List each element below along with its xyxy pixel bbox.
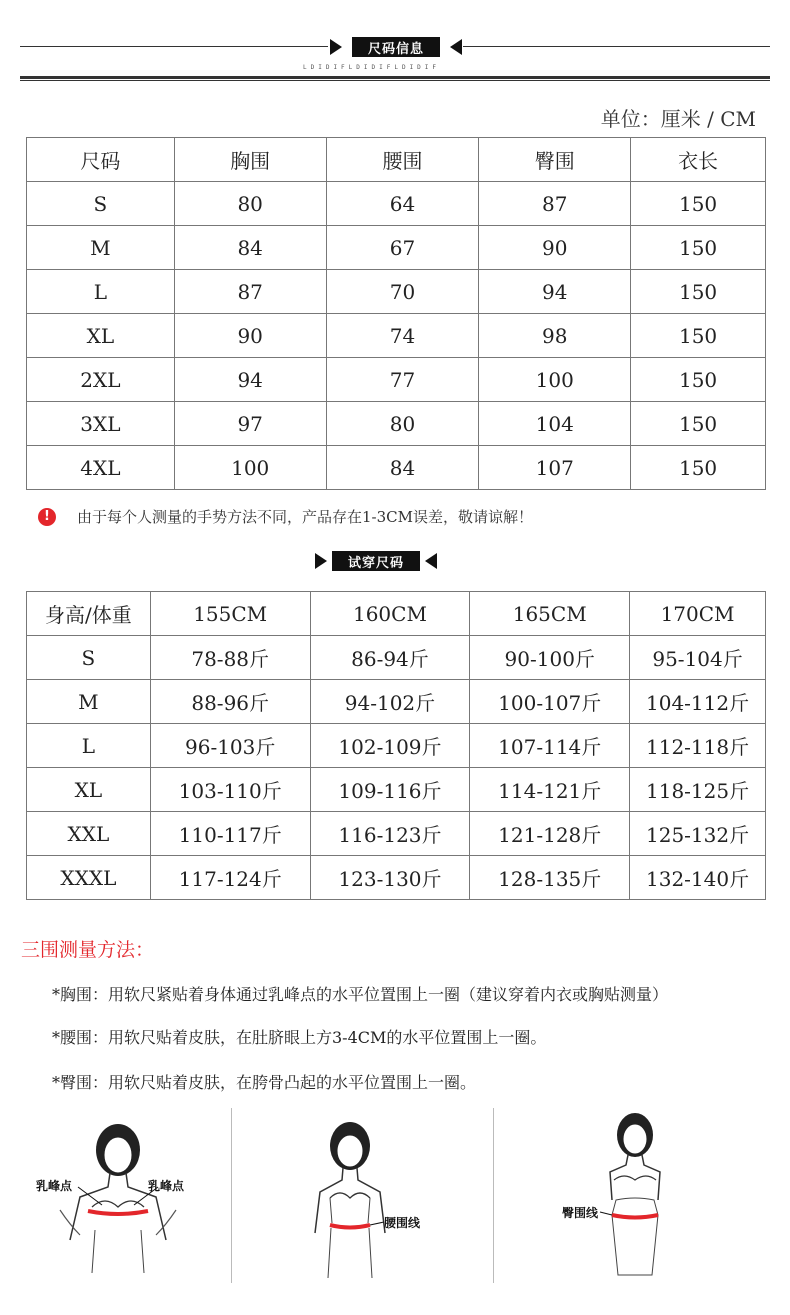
size-table [26,137,766,490]
table-cell: 94-102斤 [310,680,470,724]
table-cell: M [27,226,175,270]
table-header-row [27,138,766,182]
table-cell: 84 [174,226,326,270]
table-cell: 128-135斤 [470,856,630,900]
table-cell: XL [27,768,151,812]
table-cell: 112-118斤 [630,724,766,768]
waist-figure [300,1118,480,1283]
table-cell: 116-123斤 [310,812,470,856]
table-cell: 78-88斤 [150,636,310,680]
table-row [27,270,766,314]
table-cell: 2XL [27,358,175,402]
table-row [27,314,766,358]
table-cell: 109-116斤 [310,768,470,812]
table-cell: L [27,724,151,768]
table-row [27,768,766,812]
table-cell: 114-121斤 [470,768,630,812]
table-cell: S [27,636,151,680]
table-cell: 118-125斤 [630,768,766,812]
table-cell: 87 [479,182,631,226]
table-header-cell: 身高/体重 [27,592,151,636]
fit-size-title: 试穿尺码 [332,551,420,571]
table-row [27,724,766,768]
table-cell: 117-124斤 [150,856,310,900]
table-cell: XXL [27,812,151,856]
table-cell: 100 [174,446,326,490]
table-header-cell: 155CM [150,592,310,636]
table-cell: 87 [174,270,326,314]
table-cell: 67 [326,226,479,270]
waist-illustration [300,1118,480,1283]
table-cell: 3XL [27,402,175,446]
size-info-title: 尺码信息 [352,37,440,57]
waist-line-label: 腰围线 [384,1216,421,1230]
decorative-letters: LDIDIFLDIDIFLDIDIF [303,64,441,71]
measure-line-waist: *腰围：用软尺贴着皮肤，在肚脐眼上方3-4CM的水平位置围上一圈。 [52,1028,547,1047]
table-header-cell: 尺码 [27,138,175,182]
table-cell: 64 [326,182,479,226]
table-cell: 94 [174,358,326,402]
figure-divider [231,1108,232,1283]
hip-line-label: 臀围线 [562,1206,599,1220]
table-cell: L [27,270,175,314]
warning-icon: ! [38,508,56,526]
table-row [27,226,766,270]
chevron-right-icon [330,39,342,55]
table-header-cell: 衣长 [631,138,766,182]
table-cell: 150 [631,402,766,446]
table-header-cell: 臀围 [479,138,631,182]
table-cell: S [27,182,175,226]
table-cell: 104 [479,402,631,446]
table-cell: 90 [479,226,631,270]
table-cell: 110-117斤 [150,812,310,856]
table-cell: 98 [479,314,631,358]
table-cell: 86-94斤 [310,636,470,680]
bust-point-left-label: 乳峰点 [36,1179,73,1193]
table-cell: M [27,680,151,724]
table-cell: 70 [326,270,479,314]
table-cell: 74 [326,314,479,358]
hip-illustration [560,1110,760,1285]
table-cell: 4XL [27,446,175,490]
table-header-cell: 165CM [470,592,630,636]
table-cell: 96-103斤 [150,724,310,768]
table-cell: 95-104斤 [630,636,766,680]
table-cell: 90-100斤 [470,636,630,680]
table-cell: 80 [174,182,326,226]
table-row [27,680,766,724]
table-header-cell: 胸围 [174,138,326,182]
table-cell: 150 [631,314,766,358]
table-row [27,402,766,446]
table-header-cell: 170CM [630,592,766,636]
measure-line-hip: *臀围：用软尺贴着皮肤，在胯骨凸起的水平位置围上一圈。 [52,1073,477,1092]
table-cell: 150 [631,182,766,226]
table-cell: 90 [174,314,326,358]
table-row [27,812,766,856]
table-row [27,636,766,680]
table-cell: 80 [326,402,479,446]
table-cell: 150 [631,226,766,270]
table-cell: 97 [174,402,326,446]
bust-point-right-label: 乳峰点 [148,1179,185,1193]
table-cell: 132-140斤 [630,856,766,900]
size-info-banner [330,37,462,57]
table-header-row [27,592,766,636]
table-cell: XXXL [27,856,151,900]
table-cell: 107-114斤 [470,724,630,768]
hip-figure [560,1110,760,1285]
table-cell: 100-107斤 [470,680,630,724]
note-text: 由于每个人测量的手势方法不同，产品存在1-3CM误差，敬请谅解！ [77,508,533,526]
header-double-rule [20,76,770,81]
bust-figure [30,1115,230,1285]
unit-label: 单位：厘米 / CM [600,107,756,131]
bust-illustration [30,1115,230,1285]
chevron-right-icon [315,553,327,569]
fit-size-banner [315,551,437,571]
chevron-left-icon [425,553,437,569]
error-note [38,506,533,527]
table-cell: 88-96斤 [150,680,310,724]
table-header-cell: 160CM [310,592,470,636]
header-line-left [20,46,328,47]
table-cell: 104-112斤 [630,680,766,724]
chevron-left-icon [450,39,462,55]
table-cell: 102-109斤 [310,724,470,768]
table-cell: 84 [326,446,479,490]
table-row [27,446,766,490]
table-header-cell: 腰围 [326,138,479,182]
table-cell: 100 [479,358,631,402]
table-cell: 107 [479,446,631,490]
figure-divider [493,1108,494,1283]
table-cell: XL [27,314,175,358]
measure-title: 三围测量方法： [21,939,155,961]
measure-line-bust: *胸围：用软尺紧贴着身体通过乳峰点的水平位置围上一圈（建议穿着内衣或胸贴测量） [52,985,669,1004]
table-row [27,182,766,226]
table-cell: 150 [631,358,766,402]
table-row [27,856,766,900]
table-cell: 103-110斤 [150,768,310,812]
table-cell: 77 [326,358,479,402]
fit-table [26,591,766,900]
table-cell: 125-132斤 [630,812,766,856]
table-cell: 121-128斤 [470,812,630,856]
table-cell: 150 [631,270,766,314]
table-cell: 150 [631,446,766,490]
table-cell: 94 [479,270,631,314]
table-row [27,358,766,402]
header-line-right [463,46,770,47]
table-cell: 123-130斤 [310,856,470,900]
